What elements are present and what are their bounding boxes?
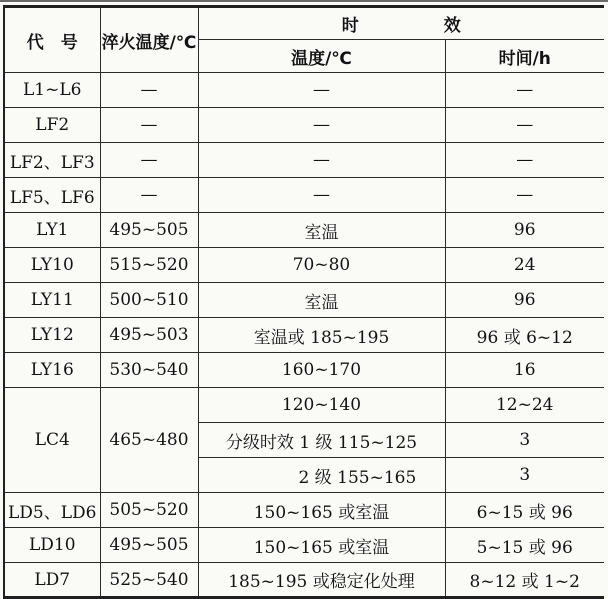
cell-aging-time: — bbox=[445, 108, 604, 143]
cell-aging-temp: — bbox=[198, 178, 445, 213]
cell-aging-temp: 室温 bbox=[198, 283, 445, 318]
heat-treatment-table bbox=[3, 5, 604, 599]
cell-code: LF2、LF3 bbox=[4, 143, 100, 178]
cell-quench-temp: 495~505 bbox=[100, 528, 198, 563]
cell-aging-temp: 185~195 或稳定化处理 bbox=[198, 563, 445, 598]
cell-quench-temp: 515~520 bbox=[100, 248, 198, 283]
cell-aging-time: 8~12 或 1~2 bbox=[445, 563, 604, 598]
table-row bbox=[4, 563, 604, 598]
header-aging-temp: 温度/℃ bbox=[198, 40, 445, 73]
table-body bbox=[4, 73, 604, 598]
cell-quench-temp: 505~520 bbox=[100, 493, 198, 528]
table-header bbox=[4, 7, 604, 73]
cell-code: LD5、LD6 bbox=[4, 493, 100, 528]
cell-aging-time: 6~15 或 96 bbox=[445, 493, 604, 528]
table-row bbox=[4, 318, 604, 353]
cell-code: LD7 bbox=[4, 563, 100, 598]
cell-quench-temp: 530~540 bbox=[100, 353, 198, 388]
cell-aging-temp: — bbox=[198, 108, 445, 143]
cell-aging-temp: 2 级 155~165 bbox=[198, 458, 445, 493]
cell-aging-temp: — bbox=[198, 143, 445, 178]
cell-aging-time: 3 bbox=[445, 458, 604, 493]
cell-aging-temp: — bbox=[198, 73, 445, 108]
table-row bbox=[4, 213, 604, 248]
cell-aging-time: 96 或 6~12 bbox=[445, 318, 604, 353]
cell-quench-temp: 500~510 bbox=[100, 283, 198, 318]
cell-code: LC4 bbox=[4, 388, 100, 493]
cell-aging-temp: 160~170 bbox=[198, 353, 445, 388]
cell-code: LY1 bbox=[4, 213, 100, 248]
table-row bbox=[4, 353, 604, 388]
table-row bbox=[4, 248, 604, 283]
header-aging-time: 时间/h bbox=[445, 40, 604, 73]
cell-quench-temp: 495~503 bbox=[100, 318, 198, 353]
cell-code: LF5、LF6 bbox=[4, 178, 100, 213]
cell-aging-time: — bbox=[445, 143, 604, 178]
header-quench-temp: 淬火温度/℃ bbox=[100, 7, 198, 73]
cell-aging-temp: 室温或 185~195 bbox=[198, 318, 445, 353]
cell-code: LY16 bbox=[4, 353, 100, 388]
cell-aging-temp: 120~140 bbox=[198, 388, 445, 423]
cell-quench-temp: 465~480 bbox=[100, 388, 198, 493]
cell-aging-time: — bbox=[445, 178, 604, 213]
table-row bbox=[4, 388, 604, 423]
table-row bbox=[4, 178, 604, 213]
cell-quench-temp: — bbox=[100, 108, 198, 143]
cell-code: LY11 bbox=[4, 283, 100, 318]
table-row bbox=[4, 493, 604, 528]
cell-aging-time: 3 bbox=[445, 423, 604, 458]
table-row bbox=[4, 108, 604, 143]
cell-aging-time: 5~15 或 96 bbox=[445, 528, 604, 563]
scan-top-edge-line bbox=[0, 0, 608, 2]
cell-aging-temp: 150~165 或室温 bbox=[198, 528, 445, 563]
cell-aging-time: — bbox=[445, 73, 604, 108]
header-code: 代 号 bbox=[4, 7, 100, 73]
table-row bbox=[4, 283, 604, 318]
cell-aging-time: 16 bbox=[445, 353, 604, 388]
header-aging: 时 效 bbox=[198, 7, 604, 40]
header-row-top bbox=[4, 7, 604, 40]
cell-aging-temp: 150~165 或室温 bbox=[198, 493, 445, 528]
cell-code: L1~L6 bbox=[4, 73, 100, 108]
cell-code: LF2 bbox=[4, 108, 100, 143]
cell-aging-temp: 分级时效 1 级 115~125 bbox=[198, 423, 445, 458]
table-row bbox=[4, 528, 604, 563]
cell-aging-temp: 70~80 bbox=[198, 248, 445, 283]
cell-quench-temp: — bbox=[100, 178, 198, 213]
table-row bbox=[4, 73, 604, 108]
cell-quench-temp: — bbox=[100, 73, 198, 108]
cell-code: LD10 bbox=[4, 528, 100, 563]
cell-code: LY12 bbox=[4, 318, 100, 353]
cell-aging-time: 96 bbox=[445, 283, 604, 318]
cell-aging-time: 96 bbox=[445, 213, 604, 248]
cell-aging-time: 24 bbox=[445, 248, 604, 283]
cell-aging-temp: 室温 bbox=[198, 213, 445, 248]
cell-quench-temp: 495~505 bbox=[100, 213, 198, 248]
table-row bbox=[4, 143, 604, 178]
cell-code: LY10 bbox=[4, 248, 100, 283]
cell-aging-time: 12~24 bbox=[445, 388, 604, 423]
cell-quench-temp: 525~540 bbox=[100, 563, 198, 598]
cell-quench-temp: — bbox=[100, 143, 198, 178]
